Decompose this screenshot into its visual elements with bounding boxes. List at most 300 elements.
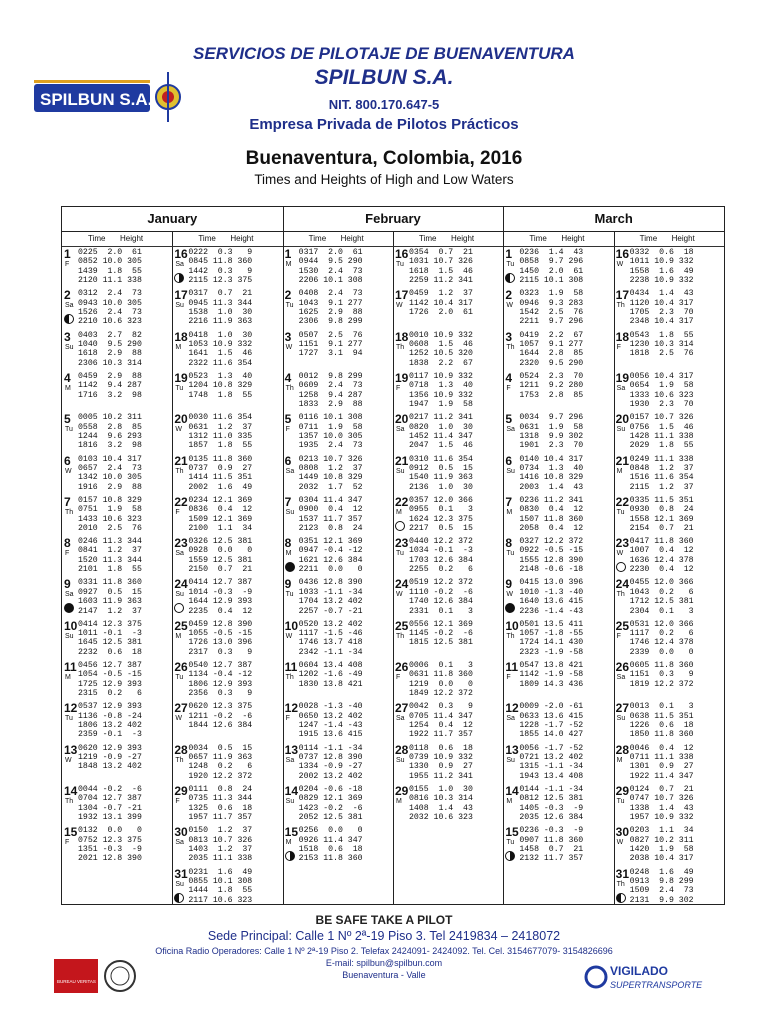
tide-reading: 0620 12.9 393 [78, 743, 142, 753]
tide-reading: 2236 -1.4 -43 [519, 606, 584, 616]
tide-reading: 1748 1.8 55 [188, 390, 253, 400]
weekday: Th [65, 797, 74, 805]
tide-readings [299, 289, 363, 327]
tide-readings [188, 289, 252, 327]
tide-reading: 1850 11.8 360 [629, 730, 694, 740]
weekday: Tu [616, 508, 625, 516]
tide-reading: 0249 11.1 338 [629, 454, 694, 464]
tide-readings [188, 661, 252, 699]
weekday: Th [175, 756, 184, 764]
tide-reading: 2211 9.7 296 [519, 317, 584, 327]
tide-reading: 1134 -0.4 -12 [188, 670, 253, 680]
day-number: 14 [284, 783, 299, 798]
tide-reading: 0056 -1.7 -52 [519, 743, 584, 753]
tide-reading: 0140 10.4 317 [519, 454, 584, 464]
weekday: W [175, 715, 182, 723]
tide-readings [409, 496, 473, 534]
height-header: Height [450, 234, 475, 243]
weekday: Tu [65, 715, 73, 723]
tide-reading: 1211 9.2 280 [519, 381, 584, 391]
time-header: Time [639, 234, 658, 243]
tide-reading: 2032 1.7 52 [298, 482, 363, 492]
tide-reading: 1031 10.7 326 [408, 257, 473, 267]
tide-reading: 1202 -1.6 -49 [298, 670, 363, 680]
tide-reading: 0114 -1.1 -34 [298, 743, 363, 753]
tide-reading: 1818 2.5 76 [629, 349, 694, 359]
tide-readings [409, 785, 473, 823]
day-number: 28 [615, 742, 630, 757]
day-number: 28 [394, 742, 409, 757]
tide-reading: 0459 1.2 37 [408, 289, 473, 299]
tide-readings [78, 496, 142, 534]
weekday: W [616, 839, 624, 847]
tide-readings [409, 578, 473, 616]
day-number: 25 [394, 618, 409, 633]
tide-reading: 0042 0.3 9 [408, 702, 473, 712]
tide-reading: 1848 13.2 402 [78, 762, 142, 772]
tide-reading: 2304 0.1 3 [629, 606, 694, 616]
tide-reading: 0116 10.1 308 [298, 413, 363, 423]
weekday: F [175, 797, 180, 805]
day-number: 21 [394, 453, 409, 468]
weekday: Sa [285, 467, 295, 475]
tide-reading: 1922 11.4 347 [629, 771, 694, 781]
tide-reading: 1433 10.6 323 [78, 514, 142, 524]
moon-phase-icon [505, 273, 515, 283]
tide-reading: 0415 13.0 396 [519, 578, 584, 588]
tide-reading [188, 400, 252, 409]
tide-reading: 2035 12.6 384 [519, 813, 584, 823]
moon-phase-icon [64, 314, 74, 324]
day-number: 12 [284, 701, 299, 716]
tide-reading: 1603 11.9 363 [78, 597, 142, 607]
tide-reading [519, 689, 583, 698]
day-number: 5 [505, 412, 513, 427]
weekday: Th [285, 384, 294, 392]
tide-reading: 0913 9.8 299 [629, 876, 694, 886]
tide-reading: 0157 10.8 329 [78, 495, 142, 505]
weekday: Sa [175, 550, 184, 558]
tide-reading: 0946 9.3 283 [519, 298, 584, 308]
tide-reading: 1516 11.6 354 [629, 473, 694, 483]
tide-readings [519, 331, 583, 369]
day-number: 18 [174, 329, 188, 344]
weekday: Su [395, 467, 405, 475]
tide-reading: 1645 12.5 381 [78, 638, 142, 648]
tide-reading [519, 400, 583, 409]
tide-reading: 1043 9.1 277 [298, 298, 363, 308]
tide-reading: 1211 -0.2 -6 [188, 711, 253, 721]
tide-reading: 0945 11.3 344 [188, 298, 253, 308]
tide-reading: 1509 12.1 369 [188, 514, 253, 524]
day-number: 27 [174, 701, 188, 716]
tide-readings [519, 455, 583, 493]
tide-reading: 1537 11.7 357 [298, 514, 363, 524]
tide-reading: 0907 11.8 360 [519, 835, 584, 845]
tide-reading: 1252 10.5 320 [408, 349, 473, 359]
tide-reading: 0556 12.1 369 [408, 619, 473, 629]
day-number: 2 [64, 288, 71, 303]
day-number: 17 [394, 288, 409, 303]
tide-reading: 1957 10.9 332 [629, 813, 694, 823]
tide-reading: 1640 13.6 415 [519, 597, 584, 607]
tide-reading: 0605 11.8 360 [629, 661, 694, 670]
tide-readings [519, 744, 583, 782]
weekday: M [506, 508, 513, 516]
tide-readings [519, 661, 583, 699]
day-number: 14 [64, 783, 78, 798]
half-divider [172, 231, 173, 904]
tide-reading: 1943 13.4 408 [519, 771, 584, 781]
tide-readings [188, 785, 252, 823]
tide-reading: 1726 13.0 396 [188, 638, 253, 648]
weekday: M [395, 508, 402, 516]
tide-reading: 1538 1.0 30 [188, 308, 253, 318]
tide-reading: 1727 3.1 94 [298, 349, 363, 359]
tide-readings [299, 785, 363, 823]
tide-readings [630, 496, 694, 534]
day-number: 22 [615, 494, 630, 509]
tide-reading: 1254 0.4 12 [408, 721, 473, 731]
spilbun-logo [34, 70, 184, 124]
tide-reading: 1957 11.7 357 [188, 813, 253, 823]
tide-reading: 1351 -0.3 -9 [78, 844, 142, 854]
tide-reading: 1624 12.3 375 [408, 514, 473, 524]
day-number: 6 [284, 453, 292, 468]
tide-reading: 0234 12.1 369 [188, 495, 253, 505]
tide-reading: 1057 9.1 277 [519, 339, 584, 349]
weekday: Sa [65, 591, 74, 599]
day-number: 17 [174, 288, 188, 303]
tide-reading: 0718 1.3 40 [408, 381, 473, 391]
month-name: February [283, 207, 504, 232]
tide-reading: 1935 2.4 73 [298, 441, 363, 451]
tide-readings [188, 578, 252, 616]
tide-reading: 1053 10.9 332 [188, 339, 253, 349]
tide-readings [519, 826, 583, 864]
tide-readings [630, 702, 694, 740]
day-number: 14 [505, 783, 519, 798]
moon-phase-icon [285, 851, 295, 861]
weekday: Th [65, 508, 74, 516]
moon-phase-icon [505, 603, 515, 613]
tide-reading: 0836 0.4 12 [188, 505, 253, 515]
tide-readings [630, 744, 694, 782]
tide-reading: 0912 0.5 15 [408, 463, 473, 473]
tide-reading: 1357 10.0 305 [298, 431, 363, 441]
tide-reading: 1248 0.2 6 [188, 762, 253, 772]
tide-reading: 0922 -0.5 -15 [519, 546, 584, 556]
tide-reading: 2206 10.1 308 [298, 276, 363, 286]
tide-reading: 2115 1.2 37 [629, 482, 694, 492]
tide-reading: 2035 11.1 338 [188, 854, 253, 864]
tide-reading [78, 400, 142, 409]
table-subtitle: Times and Heights of High and Low Waters [254, 172, 514, 187]
tide-reading: 0408 2.4 73 [298, 289, 363, 299]
height-header: Height [230, 234, 254, 243]
tide-reading: 0519 12.2 372 [408, 578, 473, 588]
tide-readings [299, 620, 363, 658]
tide-reading: 0756 1.5 46 [629, 422, 694, 432]
day-number: 23 [174, 536, 188, 551]
weekday: Su [65, 343, 74, 351]
tide-reading: 1054 -0.5 -15 [78, 670, 142, 680]
tide-reading: 0524 2.3 70 [519, 371, 584, 381]
day-number: 2 [284, 288, 292, 303]
tide-reading: 0310 11.6 354 [408, 454, 473, 464]
tide-reading: 0848 1.2 37 [629, 463, 694, 473]
tide-reading: 1228 -1.7 -52 [519, 721, 584, 731]
tide-readings [188, 537, 252, 575]
day-number: 11 [505, 660, 519, 674]
weekday: M [616, 756, 623, 764]
weekday: Th [395, 632, 405, 640]
tide-readings [519, 496, 583, 534]
tide-reading: 2320 9.5 290 [519, 358, 584, 368]
header-line [283, 246, 504, 247]
tide-readings [78, 661, 142, 699]
tide-readings [630, 248, 694, 286]
weekday: Sa [395, 426, 405, 434]
tide-reading: 0829 12.1 369 [298, 794, 363, 804]
tide-reading: 1403 1.2 37 [188, 844, 253, 854]
svg-text:VIGILADO: VIGILADO [610, 964, 669, 978]
tide-reading [299, 359, 363, 368]
tide-reading: 0657 2.4 73 [78, 463, 142, 473]
weekday: M [175, 343, 182, 351]
day-number: 20 [174, 412, 188, 427]
tide-reading: 1740 12.6 384 [408, 597, 473, 607]
tide-reading: 2230 0.4 12 [629, 565, 694, 575]
tide-reading: 2100 1.1 34 [188, 523, 253, 533]
tide-reading: 2010 2.5 76 [78, 523, 142, 533]
tide-readings [299, 826, 363, 864]
tide-reading [409, 648, 473, 657]
city: Buenaventura - Valle [342, 970, 426, 980]
tide-reading: 1838 2.2 67 [408, 358, 473, 368]
tide-reading: 0747 10.7 326 [629, 794, 694, 804]
day-number: 20 [615, 412, 630, 427]
tide-reading: 0520 13.2 402 [298, 619, 363, 629]
tide-reading: 0841 1.2 37 [78, 546, 142, 556]
tide-reading: 2117 10.6 323 [188, 895, 253, 905]
tide-reading: 0737 12.8 390 [298, 752, 363, 762]
tide-reading: 0418 1.0 30 [188, 330, 253, 340]
tide-readings [78, 248, 142, 286]
tide-reading: 1712 12.5 381 [629, 597, 694, 607]
tide-reading: 1930 2.3 70 [629, 400, 694, 410]
weekday: M [65, 674, 71, 681]
tide-readings [188, 702, 252, 740]
day-number: 10 [284, 618, 299, 633]
weekday: W [616, 550, 624, 558]
radio-office: Oficina Radio Operadores: Calle 1 Nº 2ª-19 Piso 2. Telefax 2424091- 2424092. Tel. Cel. 3154677079- 3154826696 [155, 946, 613, 956]
tide-reading: 0657 11.9 363 [188, 752, 253, 762]
day-number: 10 [505, 618, 519, 633]
tide-reading: 0705 11.4 347 [408, 711, 473, 721]
tide-readings [188, 744, 252, 782]
tide-reading: 1442 0.3 9 [188, 266, 253, 276]
tide-reading: 2217 0.5 15 [408, 523, 473, 533]
day-number: 19 [394, 370, 409, 385]
day-number: 9 [505, 577, 513, 592]
weekday: Tu [506, 550, 515, 558]
tide-reading: 1142 9.4 287 [78, 381, 142, 391]
moon-phase-icon [64, 603, 74, 613]
tide-reading: 1526 2.4 73 [78, 308, 142, 318]
tide-readings [188, 372, 252, 410]
tide-reading: 1641 1.5 46 [188, 349, 253, 359]
weekday: F [285, 715, 290, 723]
tide-reading: 1558 1.6 49 [629, 266, 694, 276]
day-number: 26 [615, 660, 630, 674]
tide-reading: 1040 9.5 290 [78, 339, 142, 349]
weekday: W [65, 467, 72, 475]
tide-readings [519, 248, 583, 286]
day-number: 27 [394, 701, 409, 716]
tide-reading: 1922 11.7 357 [408, 730, 473, 740]
tide-reading: 0317 0.7 21 [188, 289, 253, 299]
tide-reading: 0044 -0.2 -6 [78, 784, 142, 794]
tide-reading: 0236 11.2 341 [519, 495, 584, 505]
day-number: 15 [64, 825, 78, 840]
day-number: 3 [64, 329, 71, 344]
tide-reading: 0225 2.0 61 [78, 248, 142, 257]
tide-reading: 1043 0.2 6 [629, 587, 694, 597]
tide-reading: 0103 10.4 317 [78, 454, 142, 464]
tide-reading: 1753 2.8 85 [519, 390, 584, 400]
moon-phase-icon [174, 603, 184, 613]
day-number: 10 [64, 618, 78, 633]
weekday: Tu [616, 797, 625, 805]
moon-phase-icon [174, 273, 184, 283]
tide-reading: 1449 10.8 329 [298, 473, 363, 483]
tide-reading: 1342 10.0 305 [78, 473, 142, 483]
weekday: W [175, 426, 182, 434]
tide-reading: 1120 10.4 317 [629, 298, 694, 308]
day-number: 4 [64, 370, 71, 385]
tide-reading: 0943 10.0 305 [78, 298, 142, 308]
tide-reading: 1338 1.4 43 [629, 803, 694, 813]
tide-reading: 1915 13.6 415 [298, 730, 363, 740]
tide-reading: 2342 -1.1 -34 [298, 647, 363, 657]
tide-reading: 2148 -0.6 -18 [519, 565, 584, 575]
tide-readings [630, 661, 694, 699]
moon-phase-icon [174, 893, 184, 903]
weekday: Su [175, 591, 184, 599]
tide-reading: 1055 -0.5 -15 [188, 629, 253, 639]
tide-reading: 1439 1.8 55 [78, 266, 142, 276]
day-number: 5 [64, 412, 71, 427]
tide-reading: 2315 0.2 6 [78, 689, 142, 699]
tide-reading: 1258 9.4 287 [298, 390, 363, 400]
weekday: M [616, 467, 623, 475]
tide-readings [630, 331, 694, 369]
day-number: 16 [394, 247, 409, 261]
tide-reading: 0005 10.2 311 [78, 413, 142, 423]
tide-reading: 1716 3.2 98 [78, 390, 142, 400]
day-number: 18 [615, 329, 630, 344]
tide-reading: 2255 0.2 6 [408, 565, 473, 575]
tide-readings [299, 578, 363, 616]
tide-reading: 0808 1.2 37 [298, 463, 363, 473]
tide-reading: 1452 11.4 347 [408, 431, 473, 441]
weekday: Sa [395, 715, 405, 723]
month-name: January [62, 207, 283, 232]
weekday: F [175, 508, 180, 516]
tide-reading: 0135 11.8 360 [188, 454, 253, 464]
tide-reading: 0132 0.0 0 [78, 826, 142, 836]
tide-reading: 2306 10.3 314 [78, 358, 142, 368]
tide-reading [188, 730, 252, 739]
tide-readings [519, 413, 583, 451]
weekday: Su [506, 467, 515, 475]
tide-reading: 2232 0.6 18 [78, 647, 142, 657]
tide-reading: 1014 -0.3 -9 [188, 587, 253, 597]
tide-reading [630, 359, 694, 368]
tide-readings [409, 702, 473, 740]
weekday: Th [395, 343, 405, 351]
tide-reading: 1204 10.8 329 [188, 381, 253, 391]
tide-reading: 1855 14.0 427 [519, 730, 584, 740]
weekday: F [65, 261, 70, 268]
day-number: 26 [394, 660, 409, 674]
tide-reading: 0537 12.9 393 [78, 702, 142, 712]
tide-readings [409, 289, 473, 327]
moon-phase-icon [395, 521, 405, 531]
tide-reading: 0926 11.4 347 [298, 835, 363, 845]
tide-readings [299, 372, 363, 410]
tide-reading: 1011 10.9 332 [629, 257, 694, 267]
tide-readings [519, 372, 583, 410]
tide-reading: 2339 0.0 0 [629, 647, 694, 657]
day-number: 25 [615, 618, 630, 633]
tide-reading: 2348 10.4 317 [629, 317, 694, 327]
tide-reading: 0417 11.8 360 [629, 537, 694, 547]
tide-readings [78, 620, 142, 658]
tide-reading: 0028 -1.3 -40 [298, 702, 363, 712]
height-header: Height [561, 234, 585, 243]
tide-reading: 1420 1.9 58 [629, 844, 694, 854]
tide-reading: 0827 10.2 311 [629, 835, 694, 845]
tide-readings [409, 372, 473, 410]
tide-reading: 0638 11.5 351 [629, 711, 694, 721]
tide-reading: 2154 0.7 21 [629, 523, 694, 533]
tide-reading: 0608 1.5 46 [408, 339, 473, 349]
tide-reading: 2331 0.1 3 [408, 606, 473, 616]
weekday: F [285, 426, 290, 434]
tide-reading: 1618 1.5 46 [408, 266, 473, 276]
tide-reading: 0830 0.4 12 [519, 505, 584, 515]
tide-reading: 0531 12.0 366 [629, 619, 694, 629]
day-number: 8 [284, 536, 292, 551]
tide-readings [630, 578, 694, 616]
tide-reading: 1621 12.6 384 [298, 555, 363, 565]
tide-reading: 0947 -0.4 -12 [298, 546, 363, 556]
month-divider [503, 207, 504, 904]
tide-reading: 2216 11.9 363 [188, 317, 253, 327]
tide-readings [78, 537, 142, 575]
tide-reading: 1816 3.2 98 [78, 441, 142, 451]
tide-reading: 2238 10.9 332 [629, 276, 694, 286]
moon-phase-icon [285, 562, 295, 572]
weekday: Th [506, 343, 515, 351]
tide-reading: 0335 11.5 351 [629, 495, 694, 505]
tide-reading: 2047 1.5 46 [408, 441, 473, 451]
tide-reading: 1518 0.6 18 [298, 844, 363, 854]
weekday: Sa [506, 426, 515, 434]
tide-reading: 1247 -1.4 -43 [298, 721, 363, 731]
